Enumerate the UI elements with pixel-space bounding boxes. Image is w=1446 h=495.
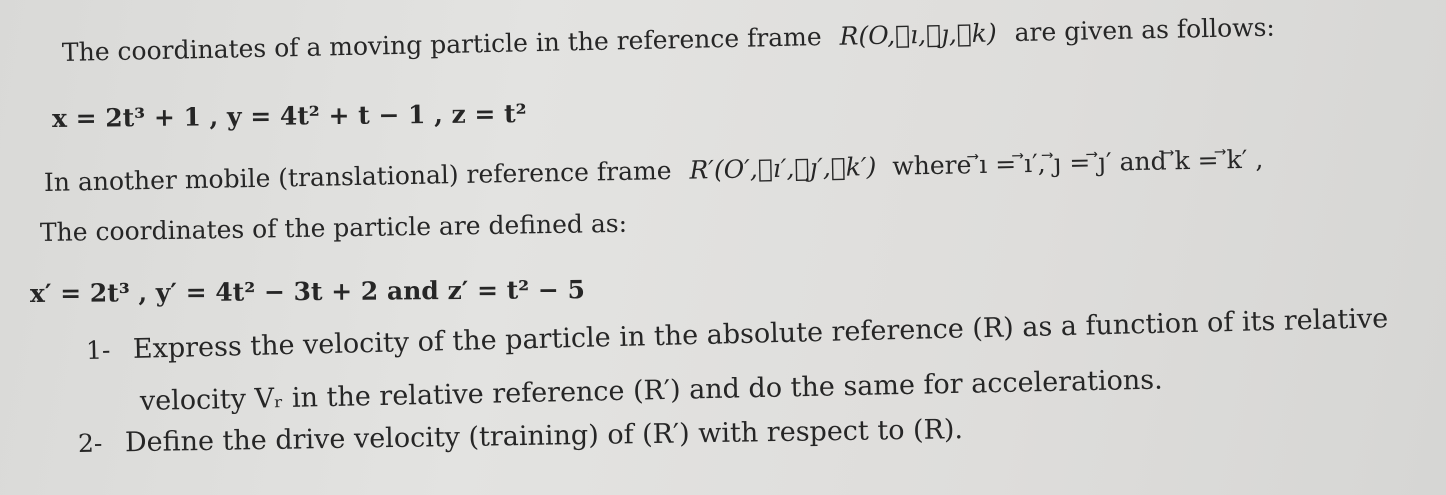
equations-r: x = 2t³ + 1 , y = 4t² + t − 1 , z = t² bbox=[51, 99, 527, 133]
question-1-text-2: velocity Vᵣ in the relative reference (R′) and do the same for accelerations. bbox=[139, 364, 1164, 417]
mobile-frame-line bbox=[44, 145, 1264, 197]
question-2-text: Define the drive velocity (training) of (R′) with respect to (R). bbox=[124, 414, 964, 459]
question-1-number: 1- bbox=[85, 335, 111, 365]
question-2-line bbox=[78, 414, 964, 459]
question-2-number: 2- bbox=[77, 428, 103, 458]
mobile-frame-text: In another mobile (translational) reference frame bbox=[43, 155, 672, 197]
intro-text: The coordinates of a moving particle in the reference frame bbox=[61, 22, 822, 67]
question-1-text-1: Express the velocity of the particle in the absolute reference (R) as a function of its relative bbox=[132, 303, 1389, 365]
coordinates-defined-line: The coordinates of the particle are defined as: bbox=[39, 208, 628, 247]
question-1-line-2 bbox=[140, 365, 1163, 417]
question-1-line-1 bbox=[86, 303, 1389, 366]
frame-r-prime: R′(O′,⃗ı′,⃗ȷ′,⃗k′) bbox=[689, 152, 877, 185]
intro-tail: are given as follows: bbox=[1014, 12, 1276, 48]
intro-line bbox=[62, 13, 1275, 67]
unit-vector-relations: where ⃗ı = ⃗ı′, ⃗ȷ = ⃗ȷ′ and ⃗k = ⃗k′ , bbox=[892, 144, 1264, 181]
frame-r: R(O,⃗ı,⃗ȷ,⃗k) bbox=[839, 18, 997, 51]
equations-r-prime: x′ = 2t³ , y′ = 4t² − 3t + 2 and z′ = t² − 5 bbox=[29, 275, 586, 308]
